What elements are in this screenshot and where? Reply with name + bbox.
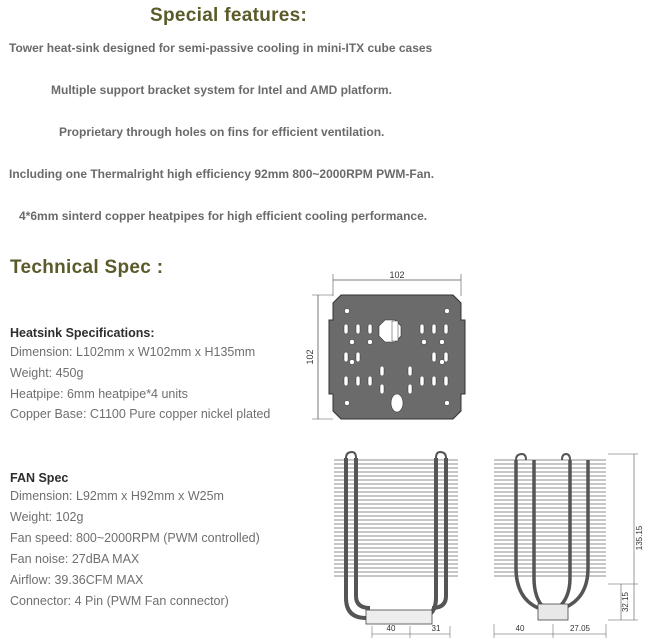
heatsink-spec-line: Copper Base: C1100 Pure copper nickel plated bbox=[10, 407, 271, 421]
heatsink-spec-line: Weight: 450g bbox=[10, 366, 84, 380]
features-title: Special features: bbox=[150, 5, 308, 26]
side-view-drawing bbox=[486, 448, 646, 639]
fan-spec-line: Fan speed: 800~2000RPM (PWM controlled) bbox=[10, 531, 260, 545]
heatsink-spec-line: Dimension: L102mm x W102mm x H135mm bbox=[10, 345, 256, 359]
front-dim-right: 31 bbox=[431, 624, 441, 633]
top-height-label: 102 bbox=[305, 349, 315, 365]
feature-item: Tower heat-sink designed for semi-passive cooling in mini-ITX cube cases bbox=[9, 41, 433, 55]
heatsink-spec-title: Heatsink Specifications: bbox=[10, 326, 155, 340]
fan-spec-line: Dimension: L92mm x H92mm x W25m bbox=[10, 489, 224, 503]
fan-spec-line: Fan noise: 27dBA MAX bbox=[10, 552, 140, 566]
side-dim-base: 32.15 bbox=[621, 591, 630, 613]
side-dim-height: 135.15 bbox=[635, 525, 644, 551]
top-width-label: 102 bbox=[389, 270, 405, 280]
feature-item: Proprietary through holes on fins for efficient ventilation. bbox=[59, 125, 385, 139]
feature-item: Multiple support bracket system for Intel and AMD platform. bbox=[51, 83, 392, 97]
front-dim-left: 40 bbox=[386, 624, 396, 633]
fan-spec-line: Connector: 4 Pin (PWM Fan connector) bbox=[10, 594, 229, 608]
feature-item: Including one Thermalright high efficiency 92mm 800~2000RPM PWM-Fan. bbox=[9, 167, 435, 181]
fan-spec-line: Weight: 102g bbox=[10, 510, 84, 524]
heatsink-spec-line: Heatpipe: 6mm heatpipe*4 units bbox=[10, 387, 188, 401]
feature-item: 4*6mm sinterd copper heatpipes for high efficient cooling performance. bbox=[19, 209, 428, 223]
technical-title: Technical Spec : bbox=[10, 257, 164, 278]
side-dim-bottom-right: 27.05 bbox=[569, 624, 591, 633]
side-dim-bottom-left: 40 bbox=[515, 624, 525, 633]
fan-spec-title: FAN Spec bbox=[10, 471, 69, 485]
front-view-drawing bbox=[326, 448, 476, 639]
top-view-drawing bbox=[300, 266, 475, 426]
fan-spec-line: Airflow: 39.36CFM MAX bbox=[10, 573, 144, 587]
